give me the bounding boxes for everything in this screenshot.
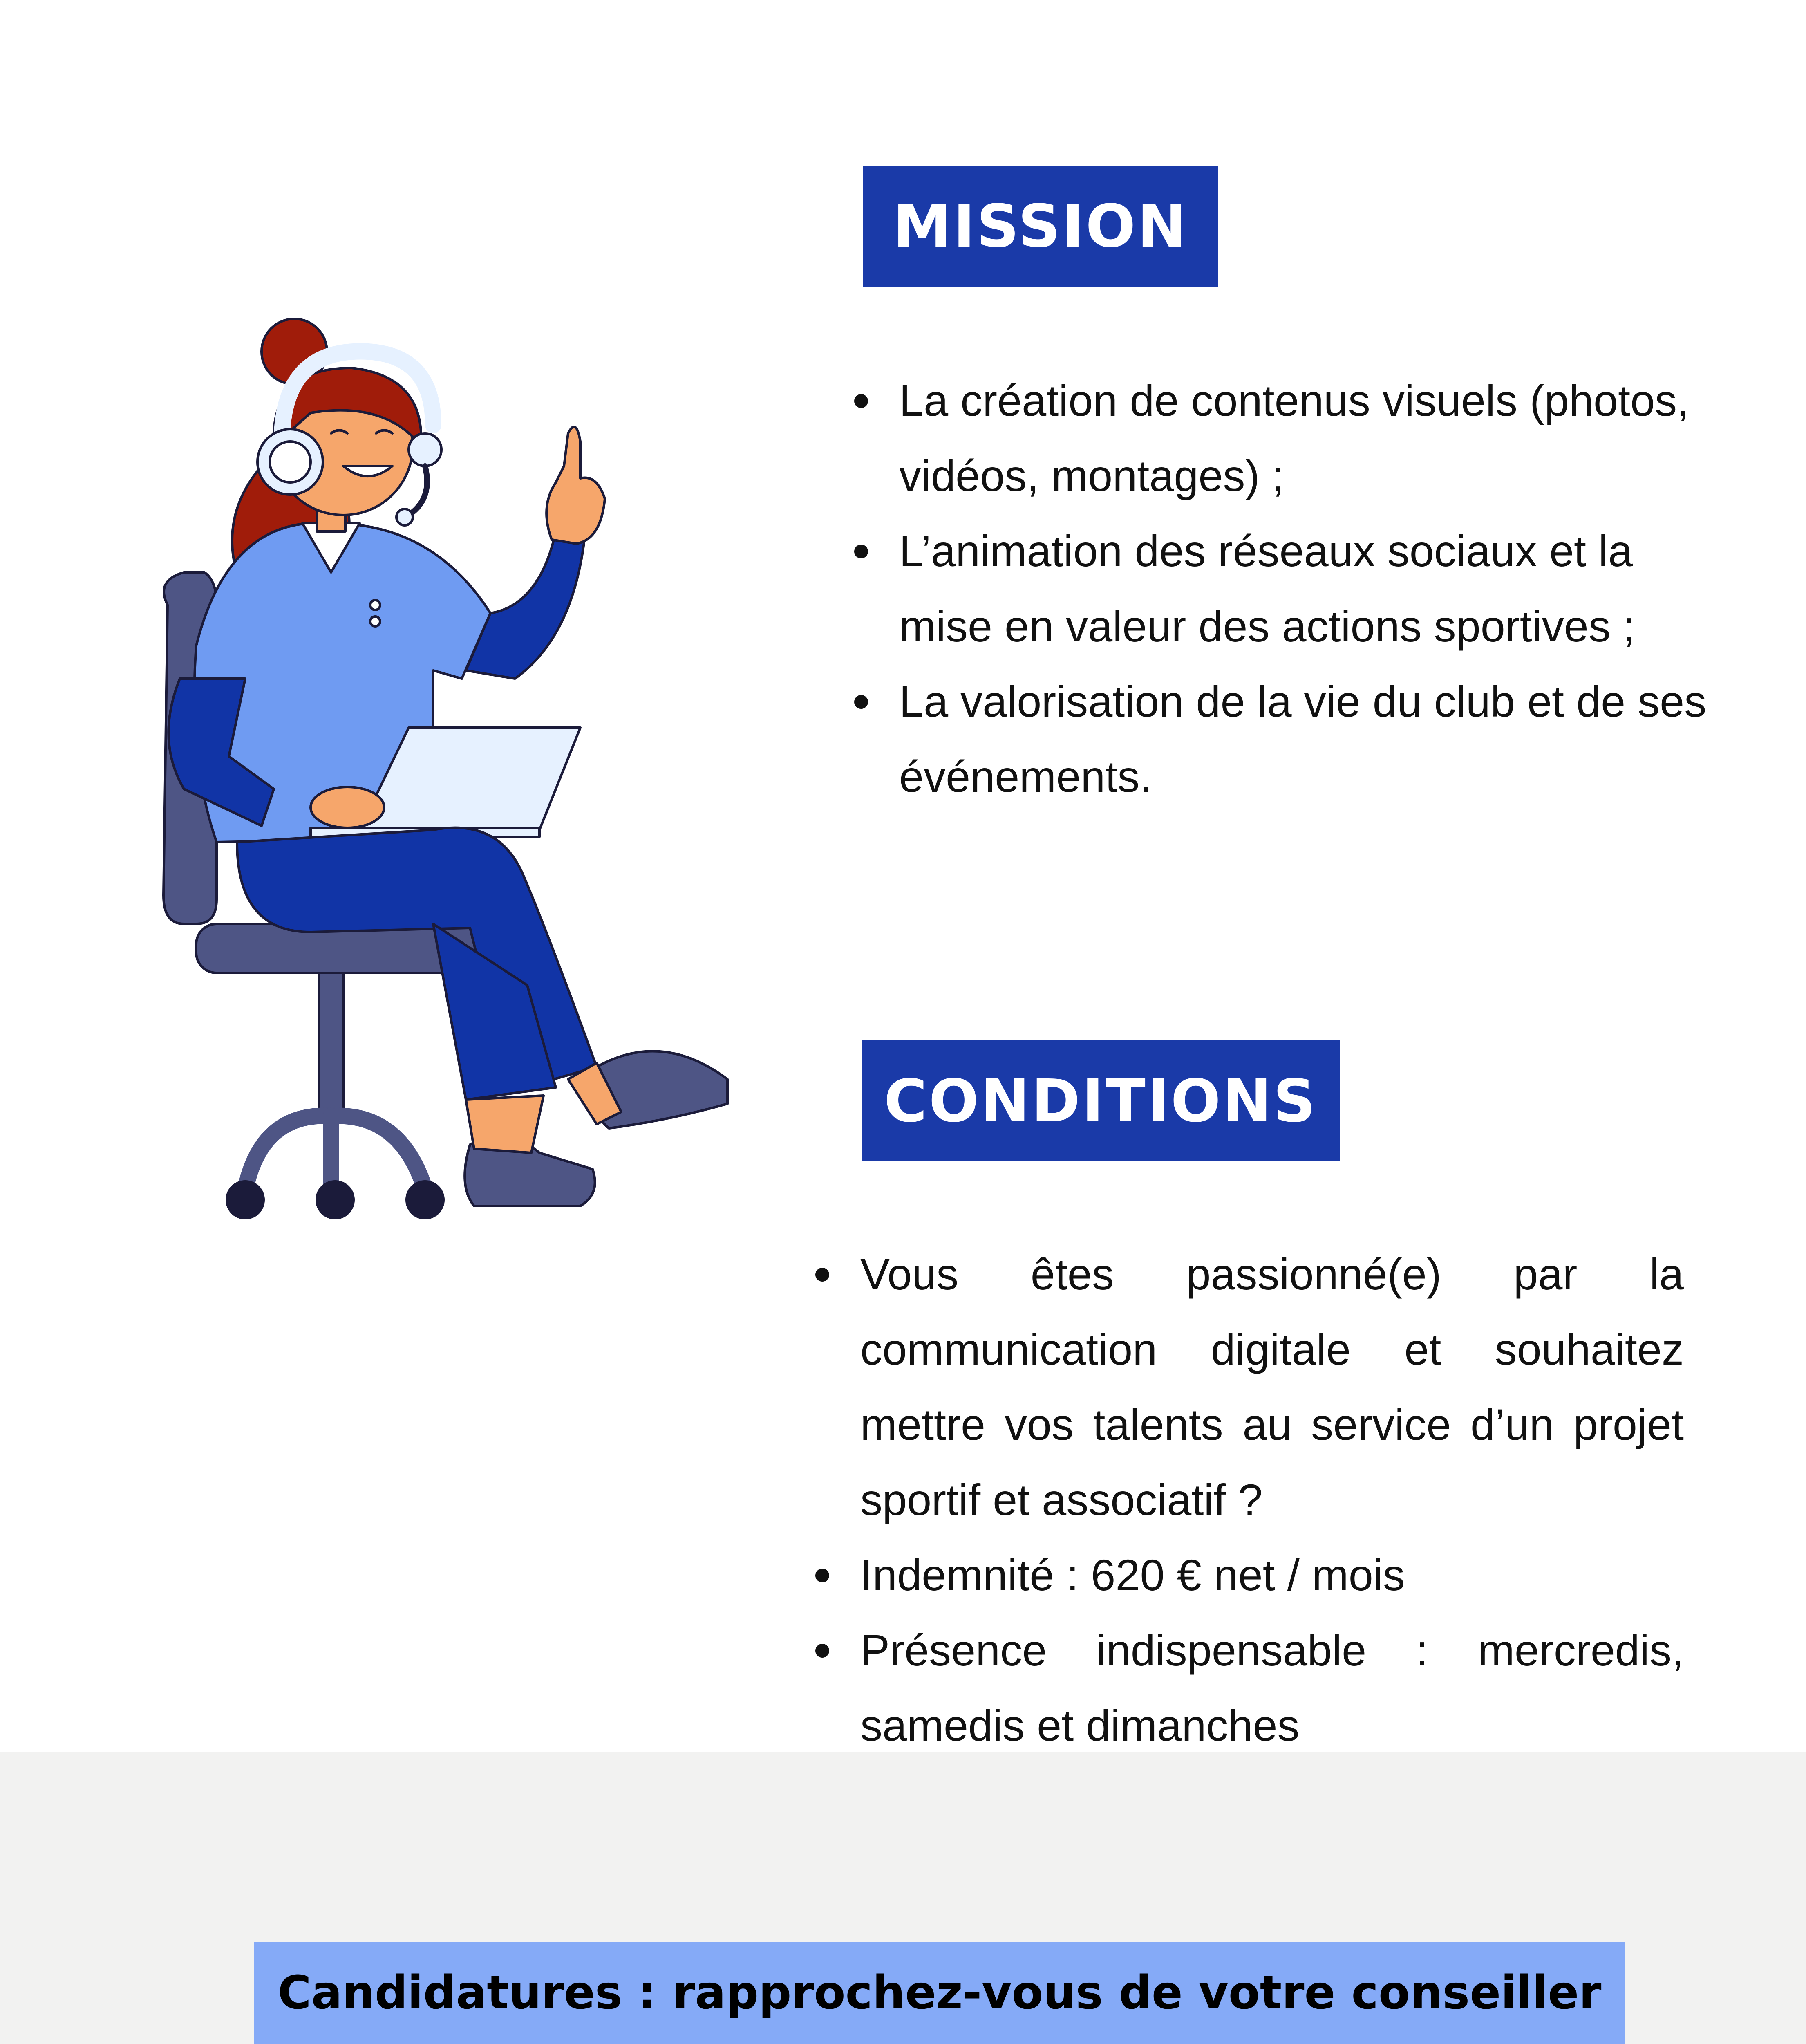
conditions-list [811, 1237, 1684, 1763]
mission-item-line: La création de contenus visuels (photos, [899, 376, 1690, 425]
mission-item [850, 513, 1798, 664]
mission-list [850, 363, 1798, 814]
mission-item-line: La valorisation de la vie du club et de ses [899, 677, 1707, 726]
conditions-heading: CONDITIONS [862, 1040, 1340, 1161]
mission-item [850, 363, 1798, 513]
cta-line-1: Candidatures : rapprochez-vous de votre conseiller [254, 1942, 1625, 2044]
illustration-woman-laptop [139, 311, 752, 1235]
mission-item-line: vidéos, montages) ; [899, 451, 1285, 500]
conditions-item: Présence indispensable : mercredis, samedis et dimanches [811, 1613, 1684, 1763]
mission-item [850, 664, 1798, 814]
mission-heading: MISSION [863, 166, 1218, 287]
mission-item-line: événements. [899, 752, 1152, 801]
conditions-item: Vous êtes passionné(e) par la communication digitale et souhaitez mettre vos talents au service d’un projet sportif et associatif ? [811, 1237, 1684, 1537]
conditions-item: Indemnité : 620 € net / mois [811, 1537, 1684, 1613]
cta-line-2 [400, 2040, 1479, 2044]
mission-item-line: mise en valeur des actions sportives ; [899, 601, 1635, 651]
mission-item-line: L’animation des réseaux sociaux et la [899, 526, 1633, 576]
